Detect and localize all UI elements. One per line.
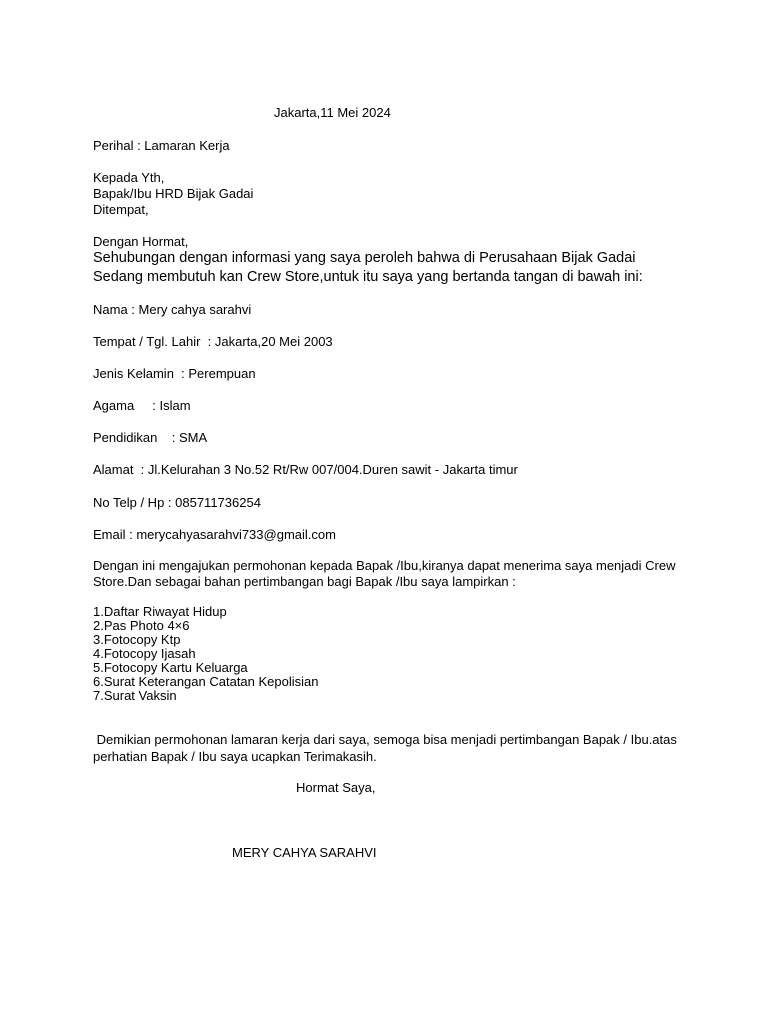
request-line-1: Dengan ini mengajukan permohonan kepada Bapak /Ibu,kiranya dapat menerima saya menjadi Crew [93,558,676,573]
detail-email: Email : merycahyasarahvi733@gmail.com [93,527,336,542]
detail-religion: Agama : Islam [93,398,191,413]
detail-phone: No Telp / Hp : 085711736254 [93,495,261,510]
list-item: 4.Fotocopy Ijasah [93,646,196,661]
list-item: 7.Surat Vaksin [93,688,177,703]
detail-gender: Jenis Kelamin : Perempuan [93,366,256,381]
detail-address: Alamat : Jl.Kelurahan 3 No.52 Rt/Rw 007/004.Duren sawit - Jakarta timur [93,462,518,477]
subject-line: Perihal : Lamaran Kerja [93,138,230,153]
detail-education: Pendidikan : SMA [93,430,208,445]
detail-birth: Tempat / Tgl. Lahir : Jakarta,20 Mei 2003 [93,334,333,349]
recipient-line-3: Ditempat, [93,202,149,217]
greeting: Dengan Hormat, [93,234,189,249]
intro-line-2: Sedang membutuh kan Crew Store,untuk itu saya yang bertanda tangan di bawah ini: [93,269,643,285]
list-item: 1.Daftar Riwayat Hidup [93,604,227,619]
signoff: Hormat Saya, [296,780,376,795]
detail-name: Nama : Mery cahya sarahvi [93,302,252,317]
intro-line-1: Sehubungan dengan informasi yang saya peroleh bahwa di Perusahaan Bijak Gadai [93,250,636,266]
closing-line-2: perhatian Bapak / Ibu saya ucapkan Terimakasih. [93,749,377,764]
list-item: 3.Fotocopy Ktp [93,632,181,647]
list-item: 6.Surat Keterangan Catatan Kepolisian [93,674,319,689]
list-item: 2.Pas Photo 4×6 [93,618,190,633]
recipient-line-2: Bapak/Ibu HRD Bijak Gadai [93,186,254,201]
signature-name: MERY CAHYA SARAHVI [232,845,377,860]
list-item: 5.Fotocopy Kartu Keluarga [93,660,248,675]
request-line-2: Store.Dan sebagai bahan pertimbangan bagi Bapak /Ibu saya lampirkan : [93,574,516,589]
attachment-list [93,605,319,703]
recipient-line-1: Kepada Yth, [93,170,165,185]
closing-line-1: Demikian permohonan lamaran kerja dari saya, semoga bisa menjadi pertimbangan Bapak / Ibu.atas [93,732,677,747]
place-date: Jakarta,11 Mei 2024 [274,105,391,120]
